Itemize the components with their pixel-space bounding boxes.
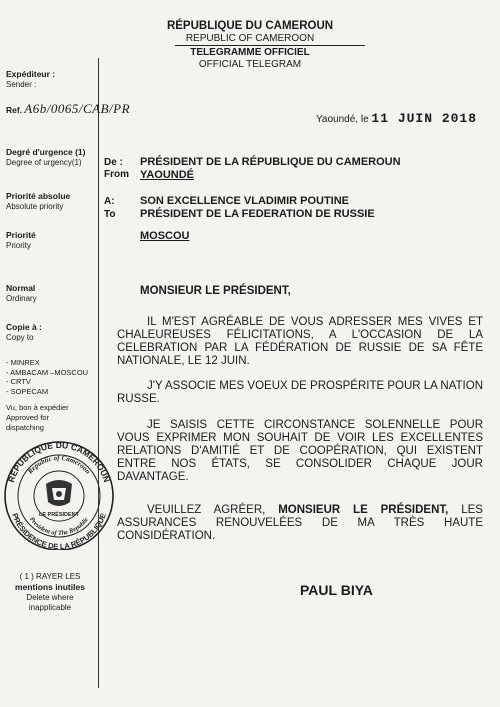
priority-en: Priority — [6, 241, 31, 250]
reference-block — [6, 101, 146, 116]
header-divider — [175, 45, 365, 46]
sender-block — [6, 69, 55, 90]
copy-item: - CRTV — [6, 377, 31, 386]
to-line-2: PRÉSIDENT DE LA FEDERATION DE RUSSIE — [140, 208, 375, 220]
title-fr: TELEGRAMME OFFICIEL — [190, 47, 310, 58]
footnote-line-1: ( 1 ) RAYER LES — [19, 572, 81, 581]
normal-en: Ordinary — [6, 294, 37, 303]
absolute-priority-block — [6, 191, 70, 212]
approved-en-1: Approved for — [6, 413, 49, 422]
footnote-block — [10, 572, 90, 613]
urgency-block — [6, 147, 85, 168]
date-place: Yaoundé, le — [316, 114, 369, 125]
approved-fr: Vu, bon à expédier — [6, 403, 69, 412]
from-label-en: From — [104, 169, 129, 180]
country-fr: RÉPUBLIQUE DU CAMEROUN — [166, 20, 334, 32]
salutation: MONSIEUR LE PRÉSIDENT, — [140, 285, 291, 297]
signature: PAUL BIYA — [300, 582, 373, 598]
seal-outer-top: RÉPUBLIQUE DU CAMEROUN — [5, 440, 113, 484]
from-line-2: YAOUNDÉ — [140, 169, 194, 181]
to-label-fr: A: — [104, 196, 115, 207]
paragraph-4 — [117, 504, 483, 543]
to-line-3: MOSCOU — [140, 230, 190, 242]
copy-item: - SOPECAM — [6, 386, 49, 396]
from-line-1: PRÉSIDENT DE LA RÉPUBLIQUE DU CAMEROUN — [140, 156, 401, 168]
paragraph-3: JE SAISIS CETTE CIRCONSTANCE SOLENNELLE POUR VOUS EXPRIMER MON SOUHAIT DE VOIR LES EXCELLENTES RELATIONS D'AMITIÉ ET DE COOPÉRATION, QUI EXISTENT ENTRE NOS ÉTATS, SE CONSOLIDER CHAQUE JOUR DAVANTAGE. — [117, 419, 483, 483]
normal-fr: Normal — [6, 283, 36, 293]
approved-en-2: dispatching — [6, 423, 44, 432]
date-value: 11 JUIN 2018 — [371, 111, 478, 126]
from-label-fr: De : — [104, 157, 123, 168]
sender-label-en: Sender : — [6, 80, 37, 89]
footnote-line-4: inapplicable — [28, 603, 72, 612]
abs-priority-en: Absolute priority — [6, 202, 64, 211]
copy-en: Copy to — [6, 333, 34, 342]
copy-fr: Copie à : — [6, 322, 42, 332]
svg-text:President of The Republic — [28, 516, 90, 537]
abs-priority-fr: Priorité absolue — [6, 191, 71, 201]
copy-item: - AMBACAM –MOSCOU — [6, 367, 89, 377]
urgency-label-fr: Degré d'urgence (1) — [6, 147, 86, 157]
ref-label: Ref. — [6, 105, 23, 115]
seal-inner-top: Republic of Cameroon — [26, 453, 92, 476]
copy-item: - MINREX — [6, 358, 40, 367]
date-line — [316, 111, 477, 126]
seal-outer-bottom: PRÉSIDENCE DE LA RÉPUBLIQUE — [10, 511, 108, 550]
country-en: REPUBLIC OF CAMEROON — [185, 33, 315, 44]
seal-inner-bottom: President of The Republic — [27, 515, 91, 538]
margin-rule — [98, 58, 99, 688]
footnote-line-3: Delete where — [26, 593, 74, 602]
to-line-1: SON EXCELLENCE VLADIMIR POUTINE — [140, 195, 350, 207]
to-label-en: To — [104, 209, 116, 220]
closing-part-1: VEUILLEZ AGRÉER, — [147, 504, 279, 516]
paragraph-2: J'Y ASSOCIE MES VOEUX DE PROSPÉRITE POUR LA NATION RUSSE. — [117, 380, 483, 405]
copy-list — [6, 358, 88, 396]
closing-part-2: LES ASSURANCES RENOUVELÉES DE MA TRÈS HAUTE CONSIDÉRATION. — [117, 504, 483, 542]
svg-text:Republic of Cameroon — [26, 454, 92, 476]
priority-fr: Priorité — [6, 230, 36, 240]
presidential-seal — [0, 440, 118, 555]
priority-block — [6, 230, 36, 251]
urgency-label-en: Degree of urgency(1) — [6, 158, 82, 167]
copy-block — [6, 322, 42, 343]
title-en: OFFICIAL TELEGRAM — [198, 59, 302, 70]
seal-icon — [0, 440, 118, 550]
ref-value: A6b/0065/CAB/PR — [24, 101, 131, 116]
paragraph-1: IL M'EST AGRÉABLE DE VOUS ADRESSER MES VIVES ET CHALEUREUSES FÉLICITATIONS, A L'OCCASION DE LA CELEBRATION PAR LA FÉDÉRATION DE RUSSIE DE SA FÊTE NATIONALE, LE 12 JUIN. — [117, 316, 483, 367]
normal-block — [6, 283, 37, 304]
approval-block — [6, 403, 69, 433]
sender-label-fr: Expéditeur : — [6, 69, 56, 79]
seal-center: LE PRÉSIDENT — [38, 512, 80, 518]
closing-addressee: MONSIEUR LE PRÉSIDENT, — [278, 504, 449, 516]
footnote-line-2: mentions inutiles — [15, 582, 85, 592]
